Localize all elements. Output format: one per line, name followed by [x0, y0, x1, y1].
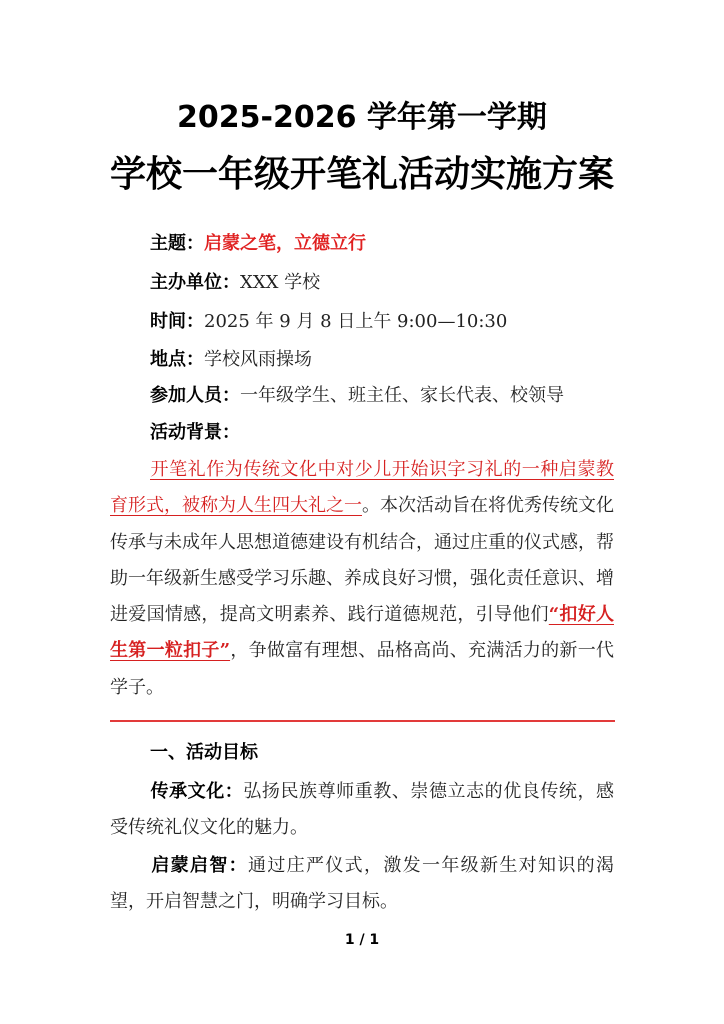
- meta-background: [150, 418, 624, 444]
- goal-label: 启蒙启智：: [150, 855, 248, 876]
- participants-value: 一年级学生、班主任、家长代表、校领导: [240, 385, 564, 406]
- goal-item: [110, 848, 614, 921]
- goal-item: [110, 774, 614, 847]
- goal-text: 通过庄严仪式，激发一年级新生对知识的渴望，开启智慧之门，明确学习目标。: [110, 855, 614, 913]
- meta-place: [150, 345, 624, 371]
- goal-text: 弘扬民族尊师重教、崇德立志的优良传统，感受传统礼仪文化的魅力。: [110, 781, 615, 839]
- meta-participants: [150, 381, 624, 407]
- theme-value: 启蒙之笔，立德立行: [204, 233, 366, 254]
- background-paragraph: [110, 452, 614, 706]
- time-label: 时间：: [150, 311, 204, 332]
- time-value: 2025 年 9 月 8 日上午 9:00—10:30: [204, 311, 508, 332]
- page-number: 1 / 1: [344, 932, 380, 948]
- place-value: 学校风雨操场: [204, 349, 312, 370]
- host-value: XXX 学校: [240, 272, 321, 293]
- background-text-2: ，争做富有理想、品格高尚、充满活力的新一代学子。: [110, 640, 615, 698]
- theme-label: 主题：: [150, 233, 204, 254]
- background-highlight: 开笔礼作为传统文化中对少儿开始识字习礼的一种启蒙教育形式，被称为人生四大礼之一: [110, 459, 614, 517]
- goal-label: 传承文化：: [150, 781, 244, 802]
- meta-theme: [150, 229, 624, 255]
- meta-host: [150, 268, 624, 294]
- meta-time: [150, 307, 624, 333]
- document-title-term: 2025-2026 学年第一学期: [177, 100, 547, 135]
- document-title-main: 学校一年级开笔礼活动实施方案: [109, 154, 614, 195]
- participants-label: 参加人员：: [150, 385, 240, 406]
- host-label: 主办单位：: [150, 272, 240, 293]
- background-quote: “扣好人生第一粒扣子”: [110, 604, 614, 662]
- section-title-goals: 一、活动目标: [150, 742, 258, 763]
- section-divider: [110, 720, 615, 722]
- background-text-1: 。本次活动旨在将优秀传统文化传承与未成年人思想道德建设有机结合，通过庄重的仪式感，帮助一年级新生感受学习乐趣、养成良好习惯，强化责任意识、增进爱国情感，提高文明素养、践行道德规范，引导他们: [110, 495, 614, 626]
- background-label: 活动背景：: [150, 422, 240, 443]
- place-label: 地点：: [150, 349, 204, 370]
